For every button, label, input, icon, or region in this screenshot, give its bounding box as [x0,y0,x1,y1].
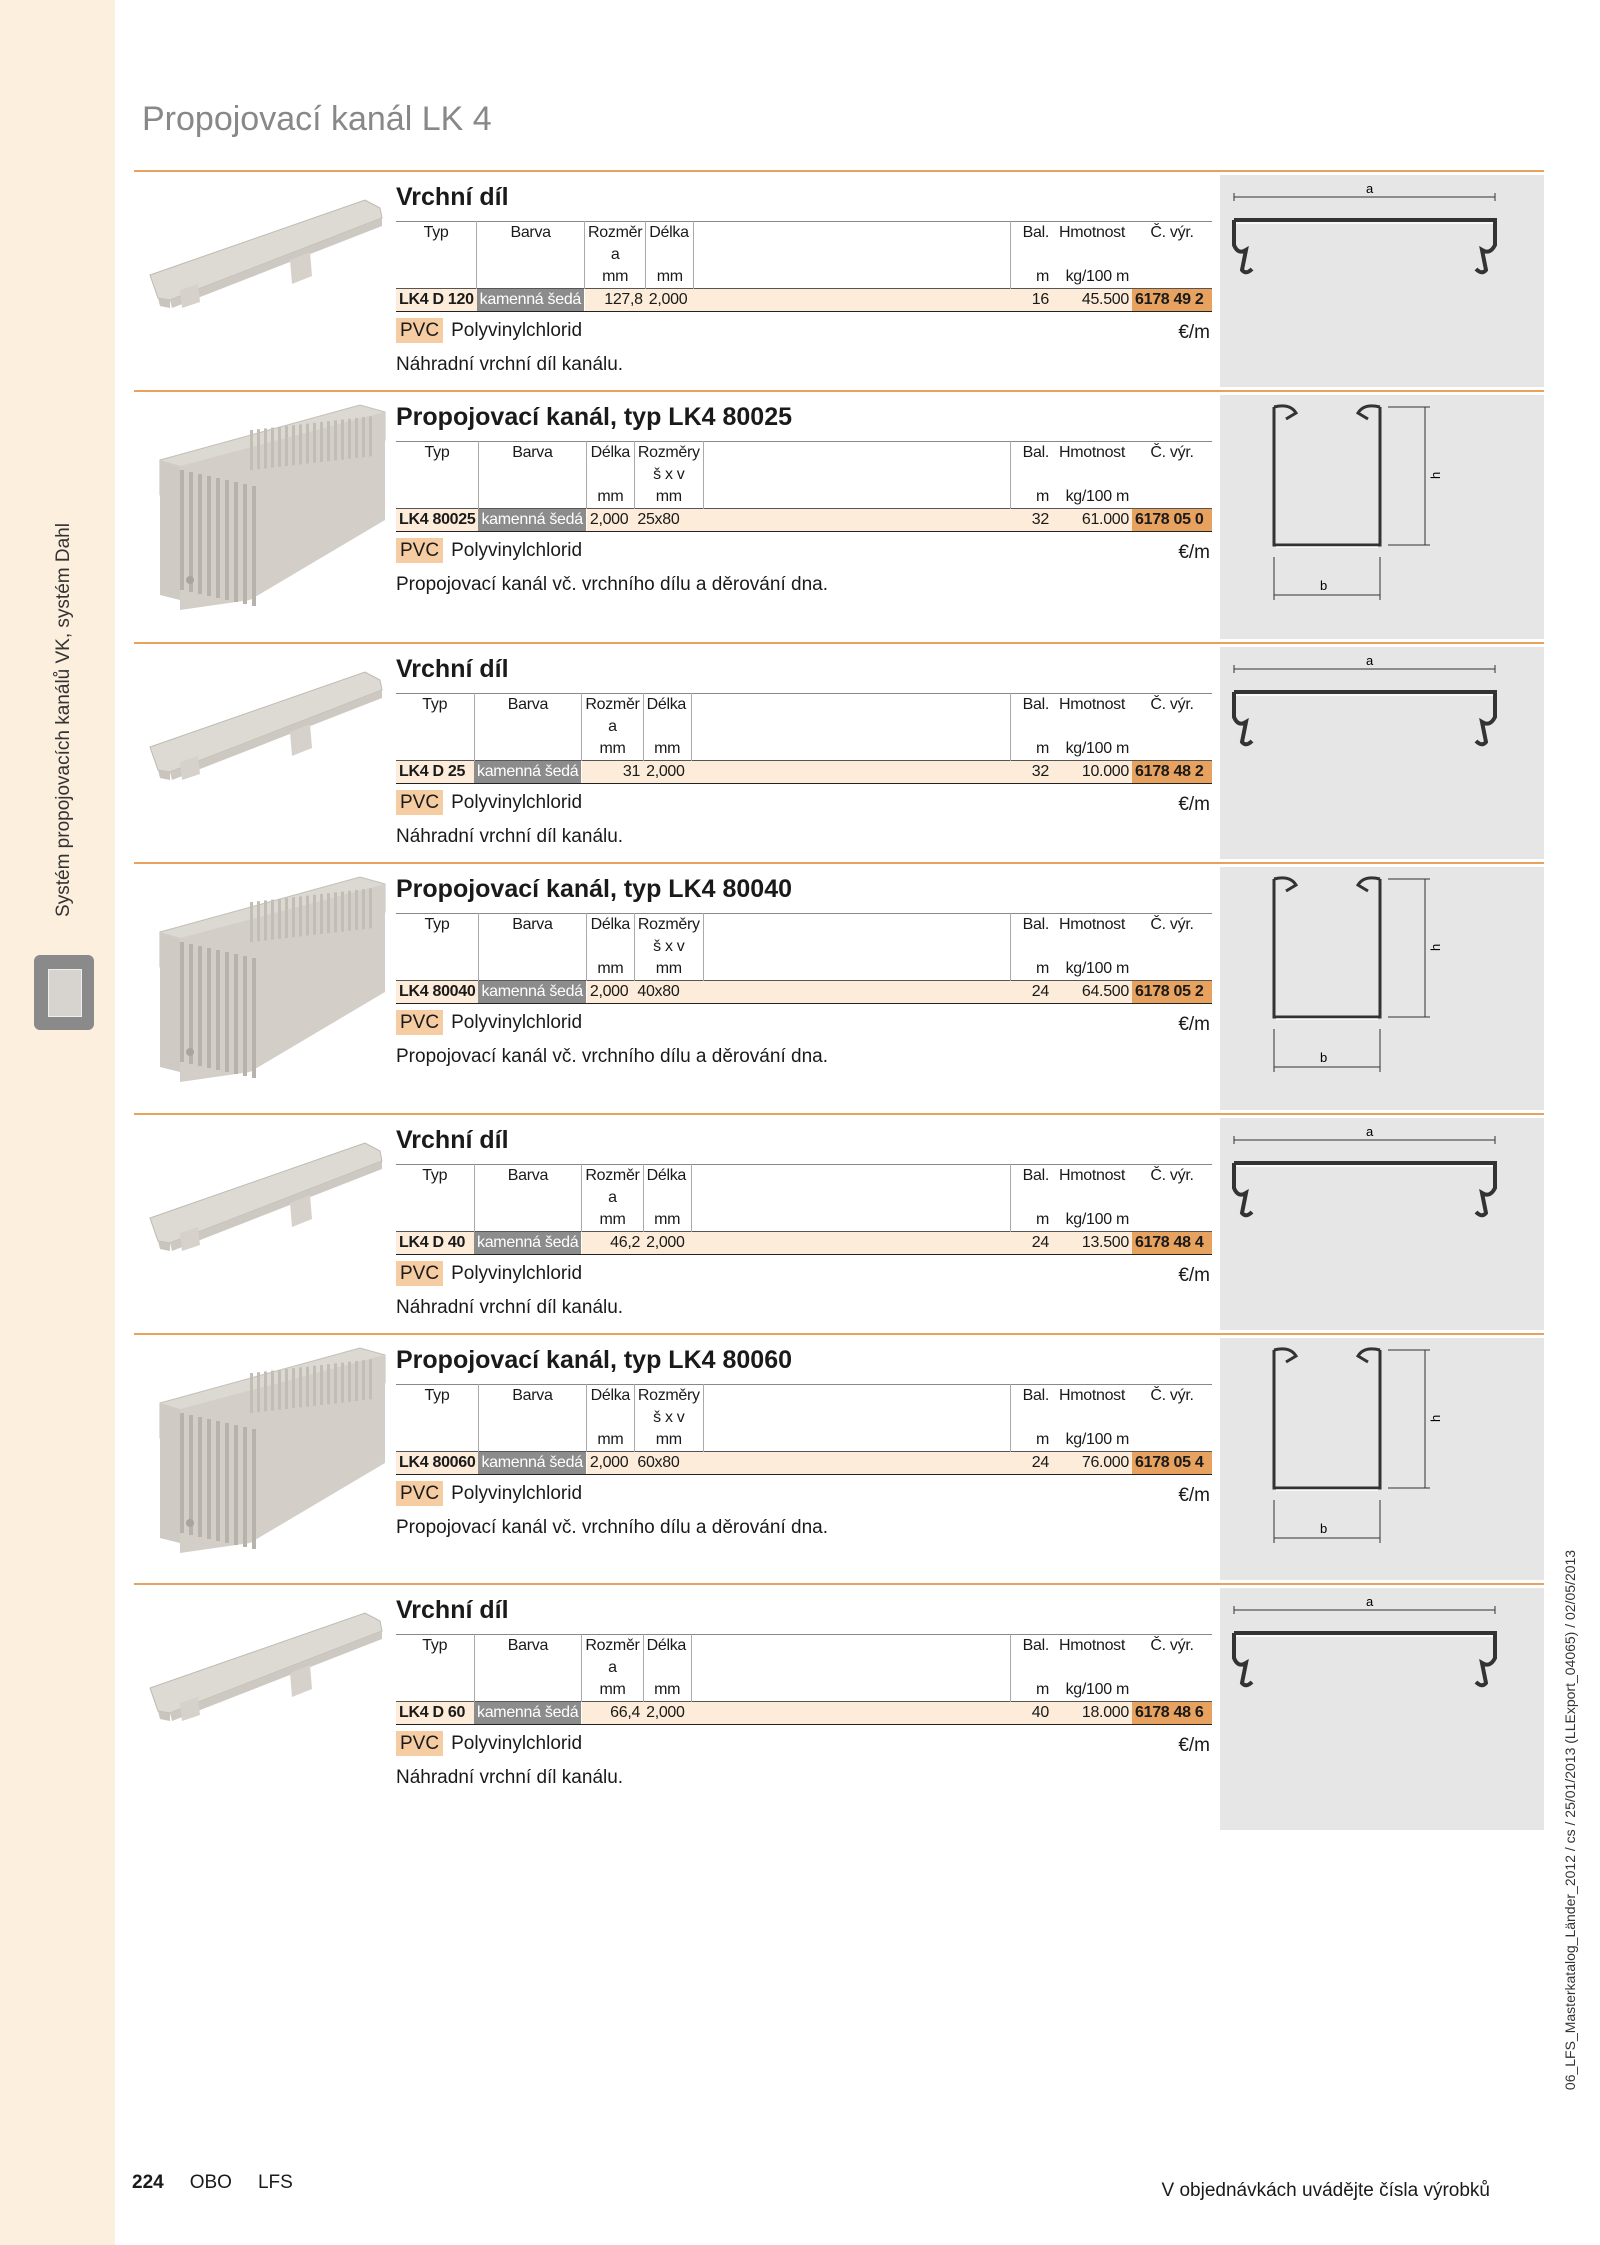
cell-3: 66,4 [582,1702,643,1725]
cell-typ: LK4 80025 [396,509,478,532]
page-number: 224 [132,2172,164,2193]
price-unit: €/m [1178,794,1210,815]
col-header-typ: Typ [396,1385,478,1408]
cell-typ: LK4 D 25 [396,761,474,784]
cell-barva: kamenná šedá [474,1232,582,1255]
col-header-cvyr: Č. výr. [1132,914,1212,937]
product-note: Náhradní vrchní díl kanálu. [396,354,624,375]
material-line [396,1733,1212,1767]
col-subheader-4 [643,1657,691,1679]
spec-table [396,1634,1212,1725]
technical-drawing [1220,1338,1544,1580]
cell-hmotnost: 61.000 [1052,509,1132,532]
col-subheader-4: š x v [634,464,703,486]
chapter-tab-icon [34,955,94,1030]
cell-typ: LK4 D 120 [396,289,477,312]
spec-table [396,1164,1212,1255]
channel-product-photo [140,872,390,1092]
spec-table [396,1384,1212,1475]
product-note: Náhradní vrchní díl kanálu. [396,826,624,847]
col-header-hmotnost: Hmotnost [1052,222,1132,245]
cell-barva: kamenná šedá [478,509,586,532]
cover-profile-drawing [1220,1588,1544,1798]
cell-hmotnost: 64.500 [1052,981,1132,1004]
side-chapter-label: Systém propojovacích kanálů VK, systém Dahl [53,523,74,917]
page-title: Propojovací kanál LK 4 [142,100,492,138]
material-badge: PVC [396,538,443,563]
col-header-cvyr: Č. výr. [1132,1165,1212,1188]
section-title: Propojovací kanál, typ LK4 80060 [396,1346,792,1374]
section-title: Vrchní díl [396,183,509,211]
unit-bal: m [1035,1211,1049,1228]
col-subheader-4: š x v [634,936,703,958]
technical-drawing [1220,395,1544,639]
col-header-hmotnost: Hmotnost [1052,914,1132,937]
col-header-3: Rozměr [585,222,646,245]
col-header-bal: Bal. [1010,1635,1052,1658]
cell-barva: kamenná šedá [478,1452,586,1475]
cell-hmotnost: 45.500 [1052,289,1132,312]
footer-brand: OBO [189,2172,232,2193]
col-header-bal: Bal. [1010,442,1052,465]
channel-profile-drawing [1220,867,1544,1107]
col-header-barva: Barva [474,1635,582,1658]
material-line [396,320,1212,354]
section-title: Vrchní díl [396,1126,509,1154]
col-header-bal: Bal. [1010,694,1052,717]
table-row [396,1452,1212,1475]
cell-3: 2,000 [586,509,634,532]
section-title: Vrchní díl [396,655,509,683]
unit-3: mm [586,486,634,509]
unit-hmotnost: kg/100 m [1065,1211,1129,1228]
technical-drawing [1220,867,1544,1110]
product-note: Propojovací kanál vč. vrchního dílu a děrování dna. [396,1046,828,1067]
dim-a-label: a [1366,653,1374,668]
channel-product-section [134,390,1544,644]
col-header-bal: Bal. [1010,222,1052,245]
table-row [396,1702,1212,1725]
cell-4: 2,000 [646,289,694,312]
col-subheader-3 [586,1407,634,1429]
dim-a-label: a [1366,1124,1374,1139]
col-header-3: Rozměr [582,1635,643,1658]
cell-4: 40x80 [634,981,703,1004]
col-header-typ: Typ [396,694,474,717]
cell-bal: 16 [1010,289,1052,312]
section-title: Propojovací kanál, typ LK4 80025 [396,403,792,431]
col-header-4: Délka [643,1635,691,1658]
dim-h-label: h [1428,1414,1443,1422]
dim-b-label: b [1320,1521,1328,1536]
cell-hmotnost: 76.000 [1052,1452,1132,1475]
material-name: Polyvinylchlorid [451,1733,583,1754]
price-unit: €/m [1178,1485,1210,1506]
cover-profile-drawing [1220,1118,1544,1328]
cover-product-photo [140,1593,390,1748]
cell-4: 2,000 [643,1702,691,1725]
product-info [396,654,1212,848]
price-unit: €/m [1178,1265,1210,1286]
product-info [396,1595,1212,1789]
print-meta-label: 06_LFS_Masterkatalog_Länder_2012 / cs / 25/01/2013 (LLExport_04065) / 02/05/2013 [1562,1549,1578,2091]
cell-3: 2,000 [586,1452,634,1475]
cover-profile-drawing [1220,175,1544,385]
cell-4: 2,000 [643,761,691,784]
col-subheader-3: a [582,1187,643,1209]
col-header-hmotnost: Hmotnost [1052,1635,1132,1658]
cell-bal: 32 [1010,509,1052,532]
unit-4: mm [643,1679,691,1702]
cell-typ: LK4 80040 [396,981,478,1004]
cell-article-number[interactable]: 6178 48 2 [1132,761,1212,784]
cell-hmotnost: 18.000 [1052,1702,1132,1725]
cell-barva: kamenná šedá [474,1702,582,1725]
col-header-hmotnost: Hmotnost [1052,1385,1132,1408]
unit-4: mm [634,958,703,981]
material-badge: PVC [396,1481,443,1506]
footer-pagination [132,2172,319,2194]
cell-typ: LK4 80060 [396,1452,478,1475]
price-unit: €/m [1178,1014,1210,1035]
unit-hmotnost: kg/100 m [1065,268,1129,285]
col-header-hmotnost: Hmotnost [1052,442,1132,465]
product-note: Propojovací kanál vč. vrchního dílu a děrování dna. [396,574,828,595]
section-title: Propojovací kanál, typ LK4 80040 [396,875,792,903]
col-header-barva: Barva [477,222,585,245]
unit-hmotnost: kg/100 m [1065,740,1129,757]
material-badge: PVC [396,1010,443,1035]
col-header-cvyr: Č. výr. [1132,1635,1212,1658]
technical-drawing [1220,1118,1544,1330]
col-header-typ: Typ [396,222,477,245]
col-subheader-3: a [582,1657,643,1679]
col-header-cvyr: Č. výr. [1132,694,1212,717]
col-header-typ: Typ [396,1635,474,1658]
table-row [396,761,1212,784]
channel-product-photo [140,400,390,620]
unit-4: mm [646,266,694,289]
col-header-3: Délka [586,914,634,937]
unit-bal: m [1035,488,1049,505]
cell-bal: 24 [1010,1452,1052,1475]
footer-note: V objednávkách uvádějte čísla výrobků [1161,2180,1490,2201]
dim-h-label: h [1428,471,1443,479]
unit-hmotnost: kg/100 m [1065,488,1129,505]
cover-product-section [134,170,1544,392]
dim-a-label: a [1366,181,1374,196]
dim-b-label: b [1320,578,1328,593]
material-badge: PVC [396,790,443,815]
table-row [396,509,1212,532]
cover-product-photo [140,180,390,335]
cell-article-number[interactable]: 6178 48 6 [1132,1702,1212,1725]
material-name: Polyvinylchlorid [451,1483,583,1504]
cell-barva: kamenná šedá [474,761,582,784]
col-header-4: Délka [643,694,691,717]
unit-bal: m [1035,1681,1049,1698]
col-header-3: Délka [586,442,634,465]
table-row [396,981,1212,1004]
col-subheader-4 [643,716,691,738]
unit-4: mm [643,1209,691,1232]
footer-sub: LFS [257,2172,293,2193]
cell-bal: 40 [1010,1702,1052,1725]
cell-typ: LK4 D 40 [396,1232,474,1255]
unit-4: mm [634,486,703,509]
col-subheader-3 [586,464,634,486]
cell-3: 127,8 [585,289,646,312]
unit-3: mm [586,958,634,981]
cell-article-number[interactable]: 6178 48 4 [1132,1232,1212,1255]
cover-product-photo [140,652,390,807]
col-header-bal: Bal. [1010,1165,1052,1188]
cover-product-photo [140,1123,390,1278]
spec-table [396,693,1212,784]
col-header-4: Délka [643,1165,691,1188]
channel-profile-drawing [1220,1338,1544,1578]
unit-4: mm [643,738,691,761]
unit-bal: m [1035,1431,1049,1448]
material-line [396,1012,1212,1046]
product-info [396,874,1212,1068]
col-subheader-4: š x v [634,1407,703,1429]
product-note: Náhradní vrchní díl kanálu. [396,1297,624,1318]
spec-table [396,913,1212,1004]
material-name: Polyvinylchlorid [451,540,583,561]
cell-barva: kamenná šedá [478,981,586,1004]
technical-drawing [1220,175,1544,387]
col-header-cvyr: Č. výr. [1132,1385,1212,1408]
unit-3: mm [582,738,643,761]
product-info [396,182,1212,376]
dim-b-label: b [1320,1050,1328,1065]
unit-hmotnost: kg/100 m [1065,1681,1129,1698]
cell-bal: 24 [1010,1232,1052,1255]
col-header-cvyr: Č. výr. [1132,442,1212,465]
unit-bal: m [1035,740,1049,757]
channel-product-section [134,1333,1544,1585]
channel-product-section [134,862,1544,1115]
product-info [396,1345,1212,1539]
cover-product-section [134,642,1544,864]
material-name: Polyvinylchlorid [451,320,583,341]
cell-barva: kamenná šedá [477,289,585,312]
spec-table [396,221,1212,312]
material-line [396,1263,1212,1297]
price-unit: €/m [1178,542,1210,563]
material-line [396,540,1212,574]
cell-3: 2,000 [586,981,634,1004]
cell-bal: 24 [1010,981,1052,1004]
price-unit: €/m [1178,1735,1210,1756]
channel-product-photo [140,1343,390,1563]
unit-hmotnost: kg/100 m [1065,960,1129,977]
material-name: Polyvinylchlorid [451,1263,583,1284]
col-header-barva: Barva [478,442,586,465]
col-header-3: Rozměr [582,694,643,717]
unit-4: mm [634,1429,703,1452]
dim-a-label: a [1366,1594,1374,1609]
spec-table [396,441,1212,532]
product-info [396,1125,1212,1319]
col-subheader-4 [646,244,694,266]
cell-article-number[interactable]: 6178 05 0 [1132,509,1212,532]
material-badge: PVC [396,318,443,343]
cell-3: 31 [582,761,643,784]
col-header-barva: Barva [478,1385,586,1408]
unit-3: mm [582,1209,643,1232]
cell-article-number[interactable]: 6178 49 2 [1132,289,1212,312]
channel-profile-drawing [1220,395,1544,635]
col-header-typ: Typ [396,442,478,465]
price-unit: €/m [1178,322,1210,343]
unit-3: mm [585,266,646,289]
left-color-band [0,0,115,2245]
cell-article-number[interactable]: 6178 05 2 [1132,981,1212,1004]
cell-bal: 32 [1010,761,1052,784]
col-header-barva: Barva [474,694,582,717]
cell-hmotnost: 10.000 [1052,761,1132,784]
col-header-barva: Barva [478,914,586,937]
cover-profile-drawing [1220,647,1544,857]
col-header-typ: Typ [396,1165,474,1188]
dim-h-label: h [1428,943,1443,951]
cover-product-section [134,1113,1544,1335]
col-header-typ: Typ [396,914,478,937]
cell-4: 25x80 [634,509,703,532]
product-note: Propojovací kanál vč. vrchního dílu a děrování dna. [396,1517,828,1538]
material-badge: PVC [396,1261,443,1286]
table-row [396,1232,1212,1255]
table-row [396,289,1212,312]
unit-3: mm [582,1679,643,1702]
material-name: Polyvinylchlorid [451,792,583,813]
cell-4: 60x80 [634,1452,703,1475]
col-header-4: Rozměry [634,914,703,937]
col-subheader-3 [586,936,634,958]
product-note: Náhradní vrchní díl kanálu. [396,1767,624,1788]
col-header-3: Rozměr [582,1165,643,1188]
cell-hmotnost: 13.500 [1052,1232,1132,1255]
technical-drawing [1220,647,1544,859]
technical-drawing [1220,1588,1544,1830]
cell-4: 2,000 [643,1232,691,1255]
unit-hmotnost: kg/100 m [1065,1431,1129,1448]
col-subheader-3: a [582,716,643,738]
col-header-bal: Bal. [1010,1385,1052,1408]
material-line [396,1483,1212,1517]
col-subheader-3: a [585,244,646,266]
col-header-4: Rozměry [634,442,703,465]
unit-3: mm [586,1429,634,1452]
col-header-hmotnost: Hmotnost [1052,694,1132,717]
col-header-barva: Barva [474,1165,582,1188]
unit-bal: m [1035,268,1049,285]
col-subheader-4 [643,1187,691,1209]
product-info [396,402,1212,596]
material-badge: PVC [396,1731,443,1756]
section-title: Vrchní díl [396,1596,509,1624]
cell-typ: LK4 D 60 [396,1702,474,1725]
material-line [396,792,1212,826]
cell-article-number[interactable]: 6178 05 4 [1132,1452,1212,1475]
col-header-3: Délka [586,1385,634,1408]
col-header-cvyr: Č. výr. [1132,222,1212,245]
cover-product-section [134,1583,1544,1835]
unit-bal: m [1035,960,1049,977]
col-header-4: Délka [646,222,694,245]
col-header-4: Rozměry [634,1385,703,1408]
material-name: Polyvinylchlorid [451,1012,583,1033]
col-header-hmotnost: Hmotnost [1052,1165,1132,1188]
col-header-bal: Bal. [1010,914,1052,937]
cell-3: 46,2 [582,1232,643,1255]
